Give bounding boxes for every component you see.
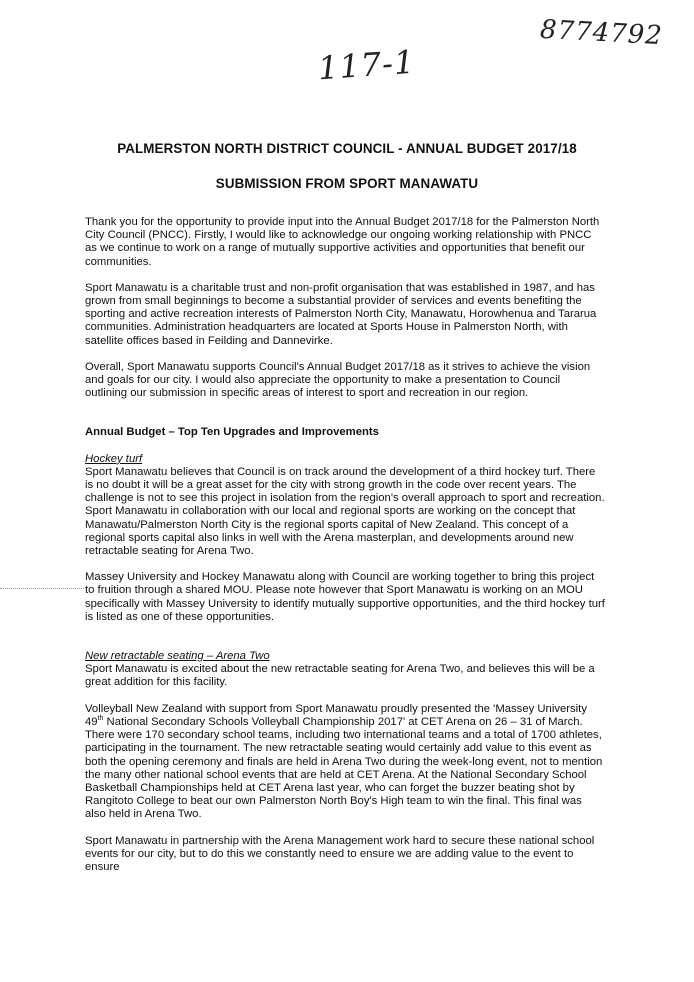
seating-paragraph-2-start: Volleyball New Zealand with support from Sport Manawatu proudly presented the 'Massey University 49 [85, 702, 587, 728]
hockey-turf-subheading: Hockey turf [85, 452, 143, 465]
document-body [85, 216, 605, 874]
hockey-paragraph-2: Massey University and Hockey Manawatu along with Council are working together to bring this project to fruition through a shared MOU. Please note however that Sport Manawatu is working on an MOU specifically with Massey University to identify mutually supportive opportunities, and the third hockey turf is listed as one of these opportunities. [85, 571, 605, 623]
margin-dotted-line [0, 588, 84, 589]
seating-subheading: New retractable seating – Arena Two [85, 650, 270, 663]
seating-paragraph-3: Sport Manawatu in partnership with the Arena Management work hard to secure these national school events for our city, but to do this we constantly need to ensure we are adding value to the event to ensure [85, 834, 595, 873]
intro-paragraph-3: Overall, Sport Manawatu supports Council's Annual Budget 2017/18 as it strives to achieve the vision and goals for our city. I would also appreciate the opportunity to make a presentation to Council outlining our submission in specific areas of interest to sport and recreation in our region. [85, 360, 591, 400]
seating-paragraph-1: Sport Manawatu is excited about the new retractable seating for Arena Two, and believes this will be a great addition for this facility. [85, 663, 595, 689]
section-heading: Annual Budget – Top Ten Upgrades and Improvements [85, 426, 379, 439]
document-title: PALMERSTON NORTH DISTRICT COUNCIL - ANNUAL BUDGET 2017/18 [117, 141, 577, 156]
seating-paragraph-2-rest: National Secondary Schools Volleyball Championship 2017' at CET Arena on 26 – 31 of March. There were 170 secondary school teams, including two international teams and a total of 1700 athletes, participating in the tournament. The new retractable seating would certainly add value to this event as both the opening ceremony and finals are held in Arena Two during the week-long event, not to mention the many other national school events that are held at CET Arena. At the National Secondary School Basketball Championships held at CET Arena last year, who can forget the buzzer beating shot by Rangitoto College to beat our own Palmerston North Boy's High team to win the final. This final was also held in Arena Two. [85, 715, 603, 821]
handwritten-page-mark: 117-1 [316, 42, 417, 88]
intro-paragraph-2: Sport Manawatu is a charitable trust and non-profit organisation that was established in 1987, and has grown from small beginnings to become a substantial provider of services and events benefiting the sporting and active recreation interests of Palmerston North City, Manawatu, Horowhenua and Tararua communities. Administration headquarters are located at Sports House in Palmerston North, with satellite offices based in Feilding and Dannevirke. [85, 281, 597, 347]
intro-paragraph-1: Thank you for the opportunity to provide input into the Annual Budget 2017/18 for the Palmerston North City Council (PNCC). Firstly, I would like to acknowledge our ongoing working relationship with PNCC as we continue to work on a range of mutually supportive activities and opportunities that benefit our communities. [85, 216, 600, 268]
seating-paragraph-2 [85, 703, 605, 822]
ordinal-suffix: th [97, 715, 104, 723]
hockey-paragraph-1: Sport Manawatu believes that Council is on track around the development of a third hockey turf. There is no doubt it will be a great asset for the city with strong growth in the code over recent years. The challenge is not to see this project in isolation from the region's overall approach to sport and recreation. Sport Manawatu in collaboration with our local and regional sports are working on the concept that Manawatu/Palmerston North City is the regional sports capital of New Zealand. This concept of a regional sports capital also links in well with the Arena masterplan, and developments around new retractable seating for Arena Two. [85, 465, 605, 558]
handwritten-document-number: 8774792 [539, 14, 664, 52]
document-subtitle: SUBMISSION FROM SPORT MANAWATU [215, 176, 479, 191]
